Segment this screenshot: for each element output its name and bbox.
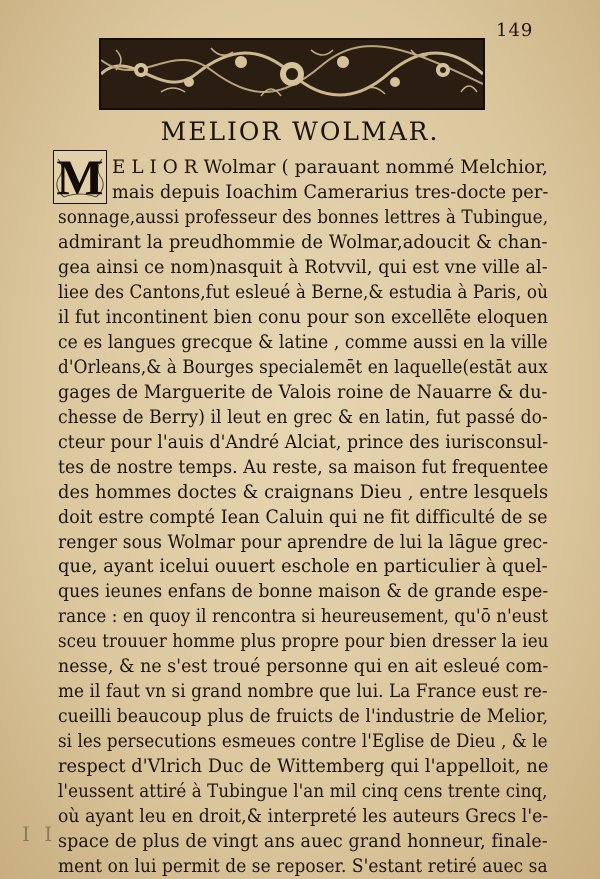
chapter-title: MELIOR WOLMAR. bbox=[160, 117, 440, 146]
margin-mark: I I bbox=[22, 822, 57, 846]
text-line: cteur pour l'auis d'André Alciat, prince des iurisconsul- bbox=[58, 431, 549, 453]
text-line: il fut incontinent bien conu pour son excellēte eloquen bbox=[58, 306, 549, 328]
text-line: me il faut vn si grand nombre que lui. La France eust re- bbox=[58, 681, 548, 703]
text-line: l'eussent attiré à Tubingue l'an mil cinq cens trente cinq, bbox=[58, 781, 548, 803]
text-line: rance : en quoy il rencontra si heureusement, qu'ō n'eust bbox=[58, 606, 549, 628]
text-line: tes de nostre temps. Au reste, sa maison fut frequentee bbox=[58, 456, 549, 478]
text-line: gea ainsi ce nom)nasquit à Rotvvil, qui est vne ville al- bbox=[58, 256, 548, 278]
text-line: ce es langues grecque & latine , comme aussi en la ville bbox=[58, 331, 548, 353]
initial-letter: M bbox=[56, 149, 104, 205]
text-line: E L I O R Wolmar ( parauant nommé Melchior, bbox=[112, 157, 548, 178]
text-line: admirant la preudhommie de Wolmar,adoucit & chan- bbox=[58, 231, 548, 253]
text-line: nesse, & ne s'est troué personne qui en ait esleué com- bbox=[58, 656, 549, 678]
text-line: où ayant leu en droit,& interpreté les auteurs Grecs l'e- bbox=[58, 806, 549, 828]
text-line: d'Orleans,& à Bourges specialemēt en laquelle(estāt aux bbox=[58, 356, 548, 378]
text-line: sceu trouuer homme plus propre pour bien dresser la ieu bbox=[58, 631, 549, 653]
text-line: que, ayant icelui ouuert eschole en particulier à quel- bbox=[58, 556, 548, 578]
text-line: cueilli beaucoup plus de fruicts de l'industrie de Melior, bbox=[58, 706, 549, 728]
text-line: space de plus de vingt ans auec grand honneur, finale- bbox=[58, 831, 548, 852]
ornamental-headpiece bbox=[99, 38, 485, 110]
text-line: des hommes doctes & craignans Dieu , entre lesquels bbox=[58, 481, 549, 503]
text-line: chesse de Berry) il leut en grec & en latin, fut passé do- bbox=[58, 406, 548, 428]
text-line: doit estre compté Iean Caluin qui ne fit difficulté de se bbox=[58, 506, 548, 528]
text-line: sonnage,aussi professeur des bonnes lettres à Tubingue, bbox=[58, 206, 549, 228]
text-line: ment on lui permit de se reposer. S'estant retiré auec sa bbox=[58, 856, 548, 877]
decorated-initial bbox=[53, 150, 107, 204]
text-line: gages de Marguerite de Valois roine de Nauarre & du- bbox=[58, 381, 548, 403]
text-line: ques ieunes enfans de bonne maison & de grande espe- bbox=[58, 581, 549, 603]
page-number: 149 bbox=[496, 20, 534, 41]
text-line: respect d'Vlrich Duc de Wittemberg qui l'appelloit, ne bbox=[58, 756, 549, 778]
text-line: renger sous Wolmar pour aprendre de lui la lāgue grec- bbox=[58, 531, 549, 553]
text-line: mais depuis Ioachim Camerarius tres-docte per- bbox=[112, 182, 549, 203]
text-line: si les persecutions esmeues contre l'Eglise de Dieu , & le bbox=[58, 731, 548, 753]
text-line: liee des Cantons,fut esleué à Berne,& estudia à Paris, où bbox=[58, 281, 548, 303]
